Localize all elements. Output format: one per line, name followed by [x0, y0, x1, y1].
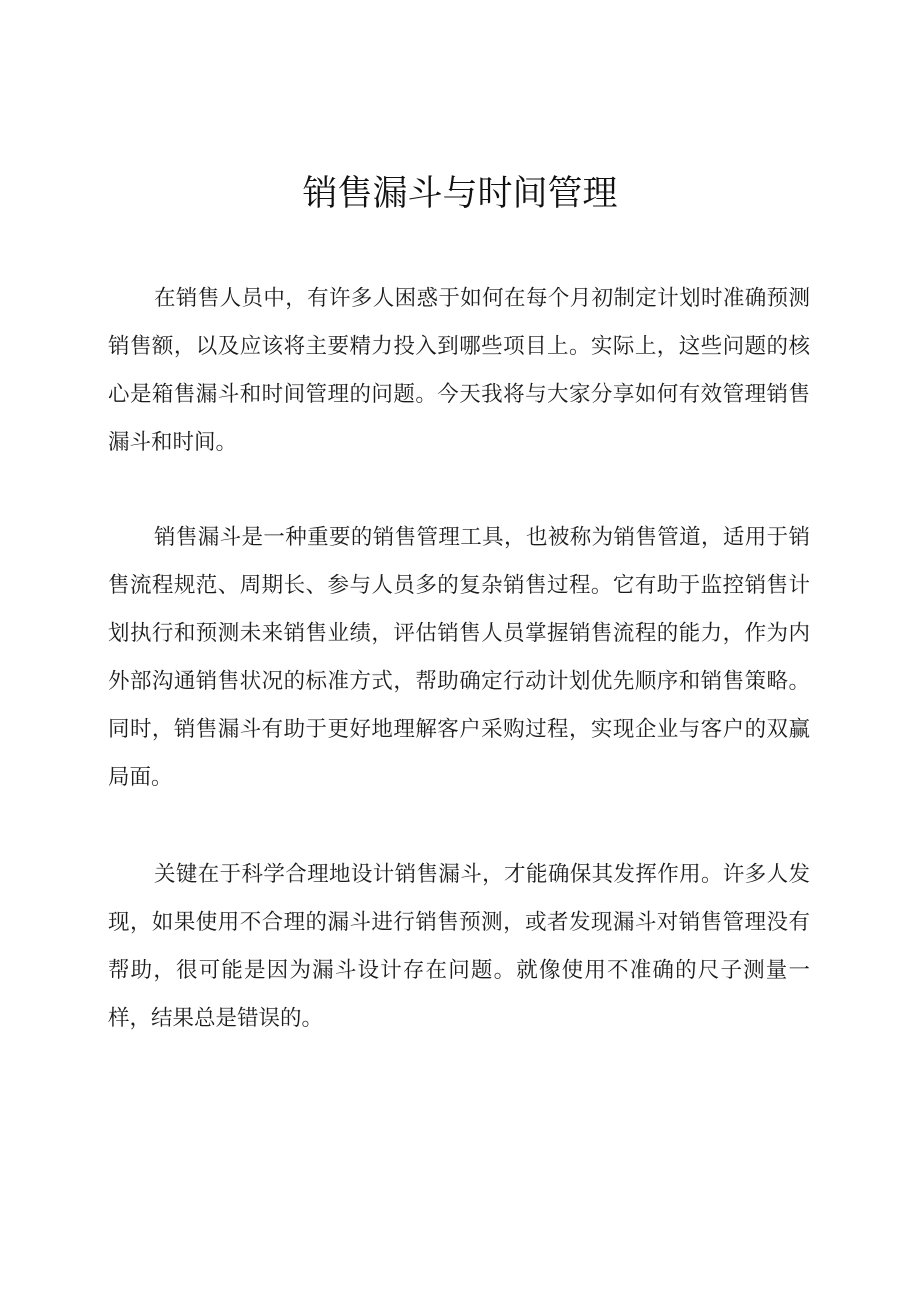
paragraph-sales-funnel-definition: 销售漏斗是一种重要的销售管理工具，也被称为销售管道，适用于销售流程规范、周期长、参与人员多的复杂销售过程。它有助于监控销售计划执行和预测未来销售业绩，评估销售人员掌握销售流程的能力，作为内外部沟通销售状况的标准方式，帮助确定行动计划优先顺序和销售策略。同时，销售漏斗有助于更好地理解客户采购过程，实现企业与客户的双赢局面。 — [108, 525, 810, 790]
paragraph-funnel-design: 关键在于科学合理地设计销售漏斗，才能确保其发挥作用。许多人发现，如果使用不合理的漏斗进行销售预测，或者发现漏斗对销售管理没有帮助，很可能是因为漏斗设计存在问题。就像使用不准确的尺子测量一样，结果总是错误的。 — [108, 862, 810, 1031]
page-title: 销售漏斗与时间管理 — [302, 174, 618, 214]
paragraph-intro: 在销售人员中，有许多人困惑于如何在每个月初制定计划时准确预测销售额，以及应该将主要精力投入到哪些项目上。实际上，这些问题的核心是箱售漏斗和时间管理的问题。今天我将与大家分享如何有效管理销售漏斗和时间。 — [108, 286, 810, 455]
